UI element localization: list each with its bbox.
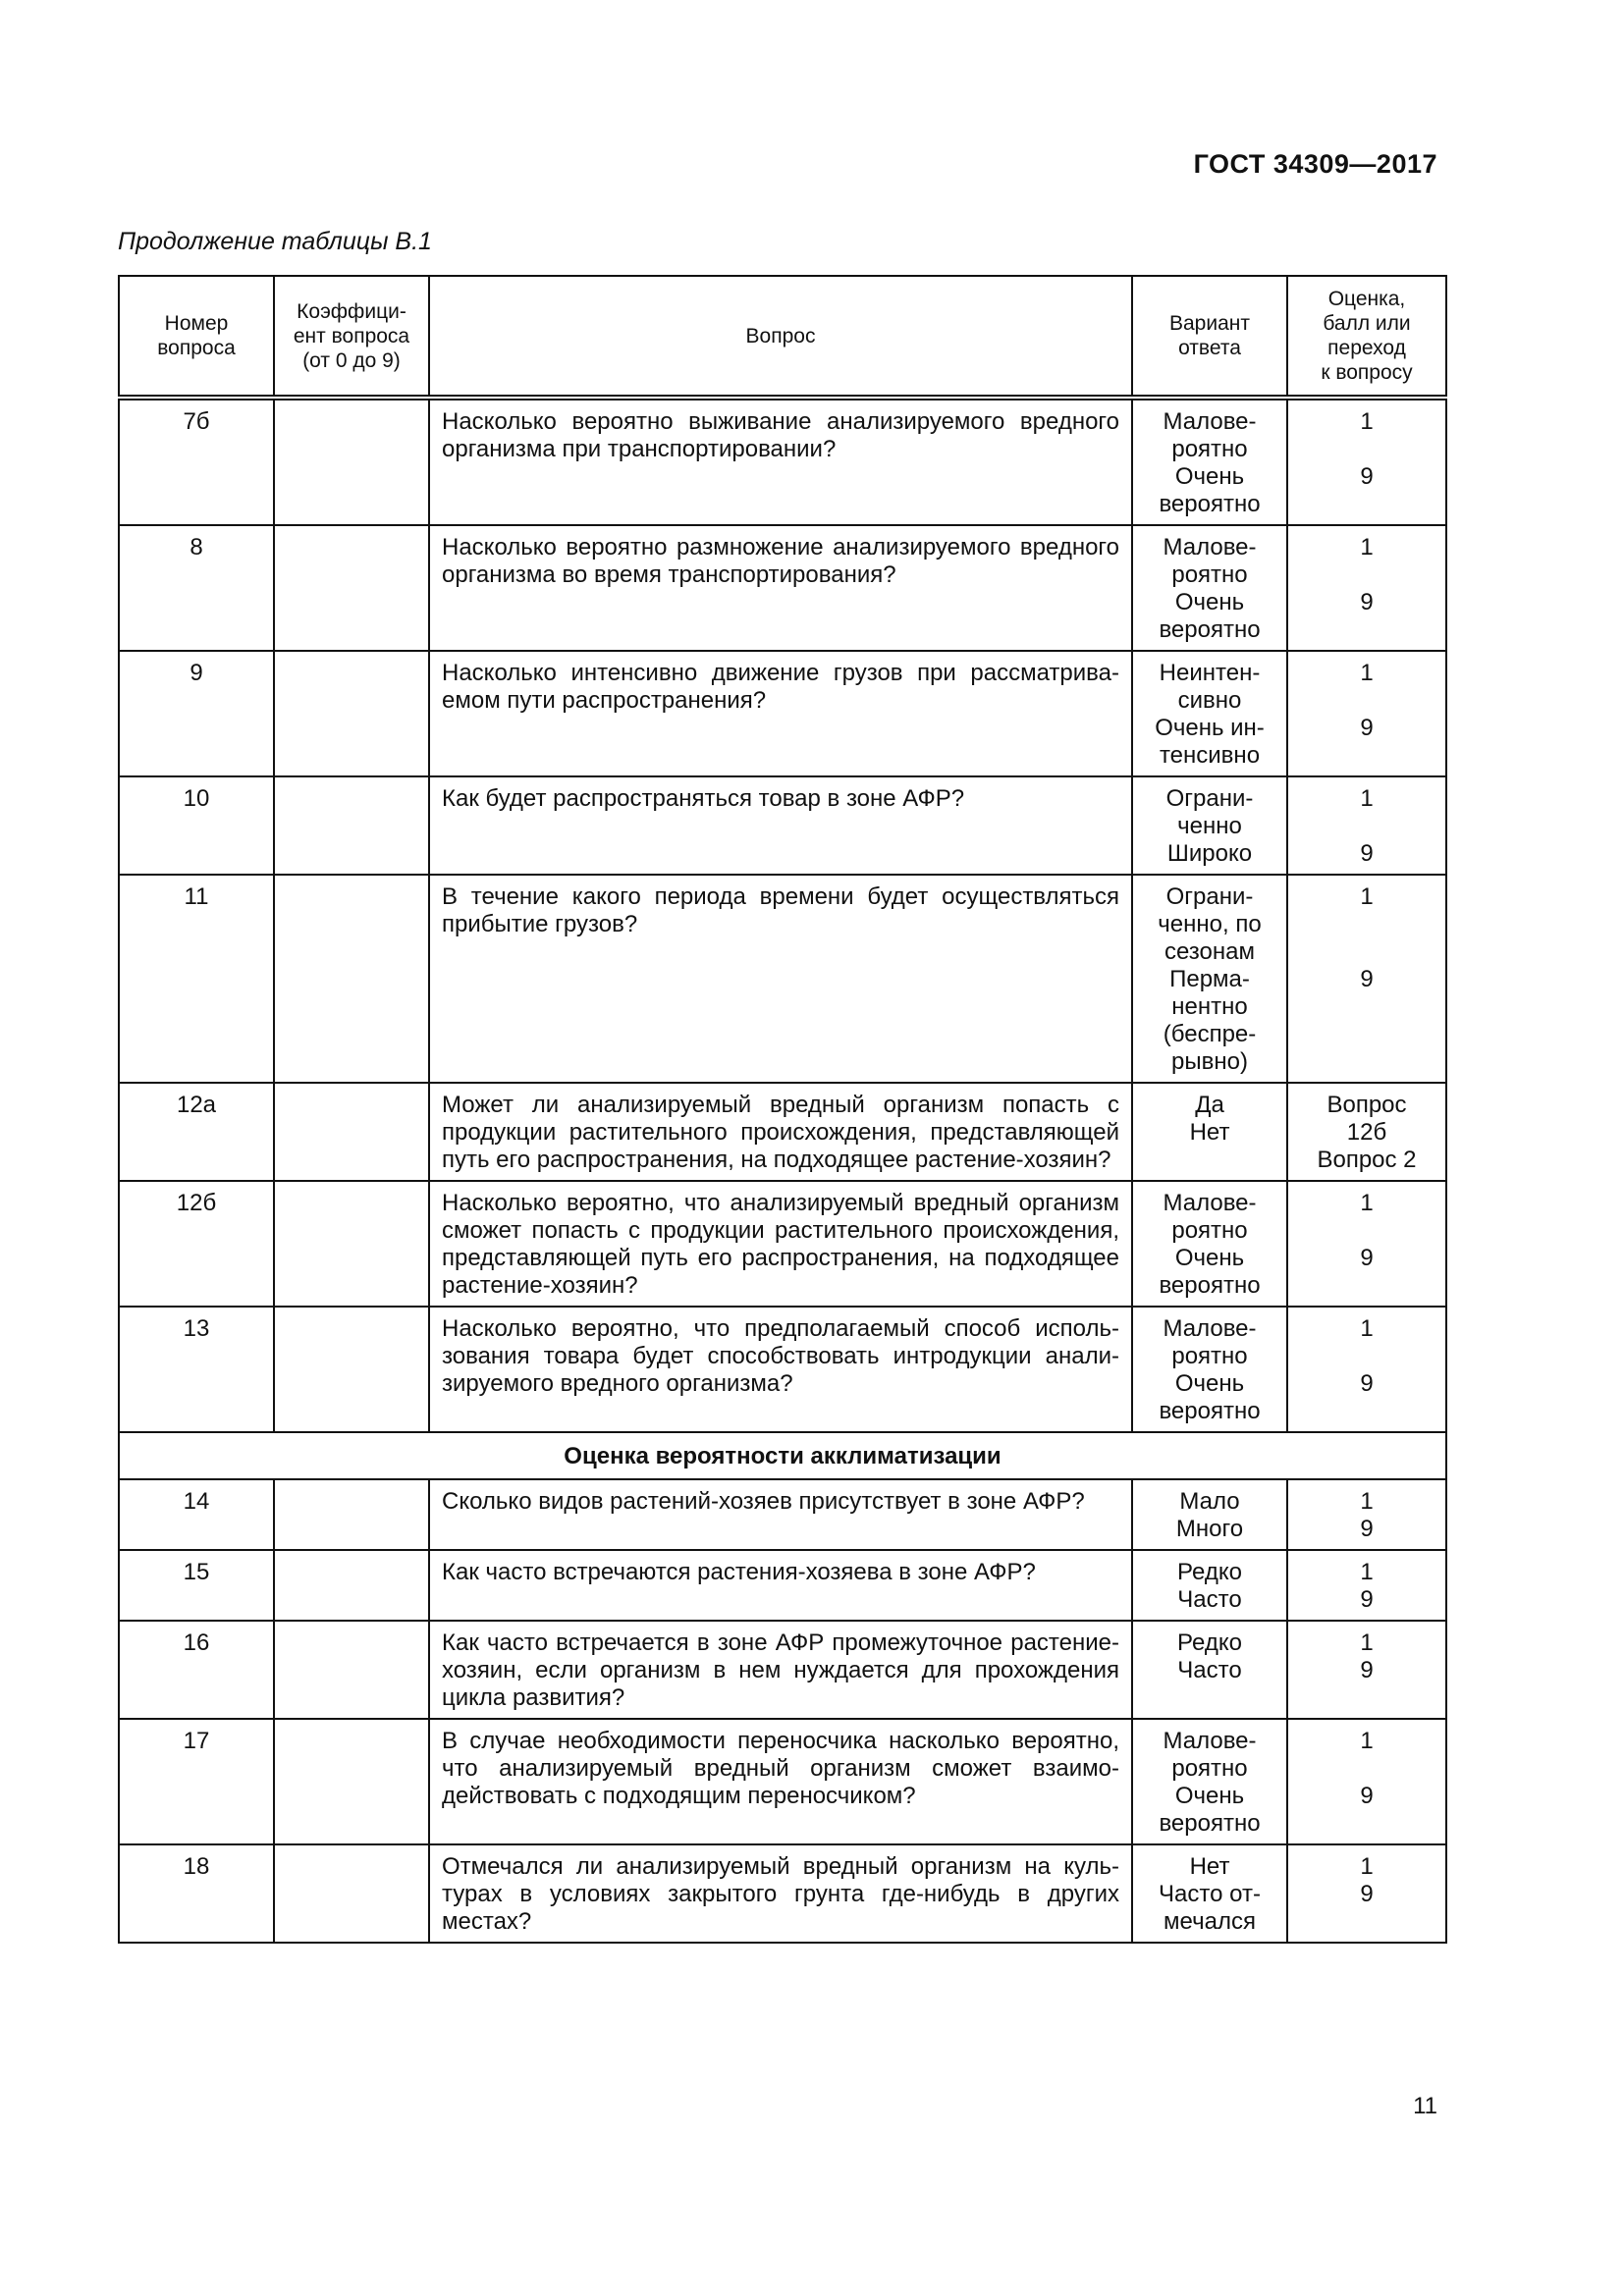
question-coefficient	[274, 1479, 429, 1550]
score-line: 9	[1360, 1245, 1374, 1271]
column-header-question	[429, 276, 1132, 398]
answer-line: вероятно	[1159, 1398, 1261, 1424]
answer-line: Ограни-	[1165, 785, 1254, 812]
answer-line: роятно	[1171, 1755, 1248, 1782]
table-row	[119, 776, 1446, 875]
column-header-line: балл или	[1323, 312, 1411, 335]
question-coefficient	[274, 1844, 429, 1943]
answer-line: тенсивно	[1159, 742, 1261, 769]
score-line: 1	[1360, 1315, 1374, 1342]
score-values	[1287, 1844, 1446, 1943]
question-coefficient	[274, 1719, 429, 1844]
question-text: Насколько вероятно размножение анализируемого вредного организма во время транспортирования?	[429, 525, 1132, 651]
question-number: 13	[119, 1307, 274, 1432]
score-values	[1287, 1621, 1446, 1719]
question-text: Сколько видов растений-хозяев присутствует в зоне АФР?	[429, 1479, 1132, 1550]
answer-line: Часто	[1177, 1657, 1242, 1683]
score-line: 1	[1360, 408, 1374, 435]
score-line: 1	[1360, 534, 1374, 561]
score-values	[1287, 776, 1446, 875]
table-row	[119, 1550, 1446, 1621]
answer-line: Да	[1195, 1092, 1224, 1118]
question-coefficient	[274, 1307, 429, 1432]
question-number: 9	[119, 651, 274, 776]
column-header-line: ент вопроса	[293, 324, 410, 347]
spacer	[1300, 938, 1434, 966]
spacer	[1300, 1217, 1434, 1245]
page-number: 11	[1413, 2093, 1437, 2119]
answer-options	[1132, 525, 1287, 651]
answer-options	[1132, 398, 1287, 525]
spacer	[1300, 813, 1434, 840]
table-row	[119, 1083, 1446, 1181]
column-header-line: вопроса	[157, 337, 236, 359]
question-text: Насколько вероятно выживание анализируемого вредного организма при транспортировании?	[429, 398, 1132, 525]
column-header-line: переход	[1327, 337, 1406, 359]
table-row	[119, 1719, 1446, 1844]
question-coefficient	[274, 398, 429, 525]
spacer	[1300, 561, 1434, 589]
answer-options	[1132, 1307, 1287, 1432]
answer-line: Ограни-	[1165, 883, 1254, 910]
score-line: 1	[1360, 660, 1374, 686]
answer-line: вероятно	[1159, 1272, 1261, 1299]
table-caption: Продолжение таблицы В.1	[118, 228, 432, 255]
document-code: ГОСТ 34309—2017	[1193, 149, 1437, 179]
score-line: 9	[1360, 1881, 1374, 1907]
column-header-line: Коэффици-	[297, 299, 406, 323]
score-line: 9	[1360, 1370, 1374, 1397]
question-text: Насколько вероятно, что анализируемый вредный организм сможет попасть с продукции растительного происхождения, представляющей путь его распространения, на подходящее растение-хозяин?	[429, 1181, 1132, 1307]
table-row	[119, 1479, 1446, 1550]
table-row	[119, 1307, 1446, 1432]
answer-line: Редко	[1177, 1559, 1242, 1585]
score-line: 9	[1360, 1657, 1374, 1683]
answer-options	[1132, 1479, 1287, 1550]
answer-line: Нет	[1189, 1853, 1230, 1880]
question-coefficient	[274, 1621, 429, 1719]
answer-options	[1132, 875, 1287, 1083]
score-values	[1287, 398, 1446, 525]
question-number: 8	[119, 525, 274, 651]
question-number: 10	[119, 776, 274, 875]
questions-table	[118, 275, 1447, 1944]
column-header-line: (от 0 до 9)	[302, 348, 401, 372]
answer-line: Малове-	[1163, 534, 1257, 561]
answer-line: Очень ин-	[1155, 715, 1265, 741]
answer-line: вероятно	[1159, 1810, 1261, 1837]
table-row	[119, 1621, 1446, 1719]
answer-line: Очень	[1174, 1245, 1245, 1271]
column-header-answer	[1132, 276, 1287, 398]
score-values	[1287, 1083, 1446, 1181]
answer-line: Малове-	[1163, 1190, 1257, 1216]
answer-line: Мало	[1179, 1488, 1240, 1515]
answer-line: Очень	[1174, 589, 1245, 615]
answer-options	[1132, 1181, 1287, 1307]
question-number: 12б	[119, 1181, 274, 1307]
score-line: 9	[1360, 589, 1374, 615]
answer-line: Очень	[1174, 463, 1245, 490]
question-number: 17	[119, 1719, 274, 1844]
answer-line: ченно, по	[1158, 911, 1262, 937]
answer-line: Много	[1175, 1516, 1244, 1542]
question-coefficient	[274, 1550, 429, 1621]
question-coefficient	[274, 651, 429, 776]
spacer	[1300, 687, 1434, 715]
answer-line: Малове-	[1163, 408, 1257, 435]
answer-line: роятно	[1171, 561, 1248, 588]
question-number: 18	[119, 1844, 274, 1943]
question-number: 15	[119, 1550, 274, 1621]
question-number: 7б	[119, 398, 274, 525]
section-title: Оценка вероятности акклиматизации	[119, 1432, 1446, 1479]
answer-options	[1132, 1550, 1287, 1621]
score-line: 1	[1360, 1853, 1374, 1880]
question-text: Как часто встречается в зоне АФР промежуточное растение-хозяин, если организм в нем нуждается для прохождения цикла развития?	[429, 1621, 1132, 1719]
answer-line: роятно	[1171, 436, 1248, 462]
question-text: Как часто встречаются растения-хозяева в зоне АФР?	[429, 1550, 1132, 1621]
answer-line: вероятно	[1159, 616, 1261, 643]
score-line: 9	[1360, 966, 1374, 992]
answer-options	[1132, 1844, 1287, 1943]
column-header-line: Вариант	[1169, 312, 1250, 335]
column-header-line: Вопрос	[745, 324, 816, 347]
section-row	[119, 1432, 1446, 1479]
answer-line: Часто	[1177, 1586, 1242, 1613]
answer-line: Часто от-	[1159, 1881, 1261, 1907]
answer-line: роятно	[1171, 1217, 1248, 1244]
column-header-coefficient	[274, 276, 429, 398]
score-line: 12б	[1346, 1119, 1387, 1146]
column-header-line: Оценка,	[1327, 288, 1406, 310]
score-values	[1287, 525, 1446, 651]
answer-options	[1132, 651, 1287, 776]
question-number: 16	[119, 1621, 274, 1719]
answer-line: Перма-	[1169, 966, 1250, 992]
score-line: 1	[1360, 1629, 1374, 1656]
answer-options	[1132, 1719, 1287, 1844]
score-values	[1287, 875, 1446, 1083]
answer-line: Очень	[1174, 1370, 1245, 1397]
answer-line: Широко	[1166, 840, 1253, 867]
answer-line: мечался	[1164, 1908, 1256, 1935]
score-line: 1	[1360, 1559, 1374, 1585]
question-text: Насколько интенсивно движение грузов при рассматриваемом пути распространения?	[429, 651, 1132, 776]
answer-line: Очень	[1174, 1783, 1245, 1809]
score-values	[1287, 1479, 1446, 1550]
answer-options	[1132, 1083, 1287, 1181]
question-coefficient	[274, 1083, 429, 1181]
column-header-score	[1287, 276, 1446, 398]
question-number: 11	[119, 875, 274, 1083]
score-line: 9	[1360, 840, 1374, 867]
question-number: 14	[119, 1479, 274, 1550]
score-line: 1	[1360, 785, 1374, 812]
score-values	[1287, 1307, 1446, 1432]
spacer	[1300, 1755, 1434, 1783]
answer-options	[1132, 1621, 1287, 1719]
question-number: 12а	[119, 1083, 274, 1181]
answer-line: (беспре-	[1163, 1021, 1257, 1047]
score-line: 1	[1360, 883, 1374, 910]
table-row	[119, 398, 1446, 525]
answer-line: Малове-	[1163, 1315, 1257, 1342]
spacer	[1300, 436, 1434, 463]
spacer	[1300, 911, 1434, 938]
column-header-line: ответа	[1178, 337, 1241, 359]
answer-line: Неинтен-	[1159, 660, 1261, 686]
table-row	[119, 875, 1446, 1083]
score-line: 9	[1360, 1516, 1374, 1542]
answer-line: нентно	[1171, 993, 1248, 1020]
score-values	[1287, 1181, 1446, 1307]
score-line: 9	[1360, 715, 1374, 741]
answer-line: ченно	[1177, 813, 1242, 839]
score-line: 9	[1360, 1586, 1374, 1613]
score-values	[1287, 1550, 1446, 1621]
answer-line: роятно	[1171, 1343, 1248, 1369]
question-coefficient	[274, 875, 429, 1083]
question-coefficient	[274, 776, 429, 875]
answer-line: сивно	[1177, 687, 1242, 714]
table-row	[119, 1844, 1446, 1943]
spacer	[1300, 1343, 1434, 1370]
question-text: В случае необходимости переносчика насколько вероятно, что анализируемый вредный организм сможет взаимодействовать с подходящим переносчиком?	[429, 1719, 1132, 1844]
score-line: 1	[1360, 1190, 1374, 1216]
table-row	[119, 525, 1446, 651]
answer-options	[1132, 776, 1287, 875]
score-line: Вопрос 2	[1317, 1147, 1417, 1173]
score-line: 1	[1360, 1728, 1374, 1754]
table-row	[119, 1181, 1446, 1307]
question-text: Отмечался ли анализируемый вредный организм на культурах в условиях закрытого грунта где-нибудь в других местах?	[429, 1844, 1132, 1943]
score-line: 9	[1360, 1783, 1374, 1809]
question-text: В течение какого периода времени будет осуществляться прибытие грузов?	[429, 875, 1132, 1083]
score-values	[1287, 1719, 1446, 1844]
score-line: Вопрос	[1326, 1092, 1407, 1118]
answer-line: рывно)	[1171, 1048, 1248, 1075]
answer-line: вероятно	[1159, 491, 1261, 517]
column-header-number	[119, 276, 274, 398]
answer-line: Редко	[1177, 1629, 1242, 1656]
table-body	[119, 398, 1446, 1943]
question-text: Как будет распространяться товар в зоне АФР?	[429, 776, 1132, 875]
question-text: Может ли анализируемый вредный организм попасть с продукции растительного происхождения, представляющей путь его распространения, на подходящее растение-хозяин?	[429, 1083, 1132, 1181]
question-text: Насколько вероятно, что предполагаемый способ использования товара будет способствовать интродукции анализируемого вредного организма?	[429, 1307, 1132, 1432]
answer-line: Малове-	[1163, 1728, 1257, 1754]
column-header-line: Номер	[164, 312, 229, 335]
column-header-line: к вопросу	[1321, 361, 1413, 384]
score-values	[1287, 651, 1446, 776]
question-coefficient	[274, 525, 429, 651]
answer-line: Нет	[1189, 1119, 1230, 1146]
score-line: 1	[1360, 1488, 1374, 1515]
score-line: 9	[1360, 463, 1374, 490]
table-row	[119, 651, 1446, 776]
table-header-row	[119, 276, 1446, 398]
answer-line: сезонам	[1164, 938, 1255, 965]
question-coefficient	[274, 1181, 429, 1307]
